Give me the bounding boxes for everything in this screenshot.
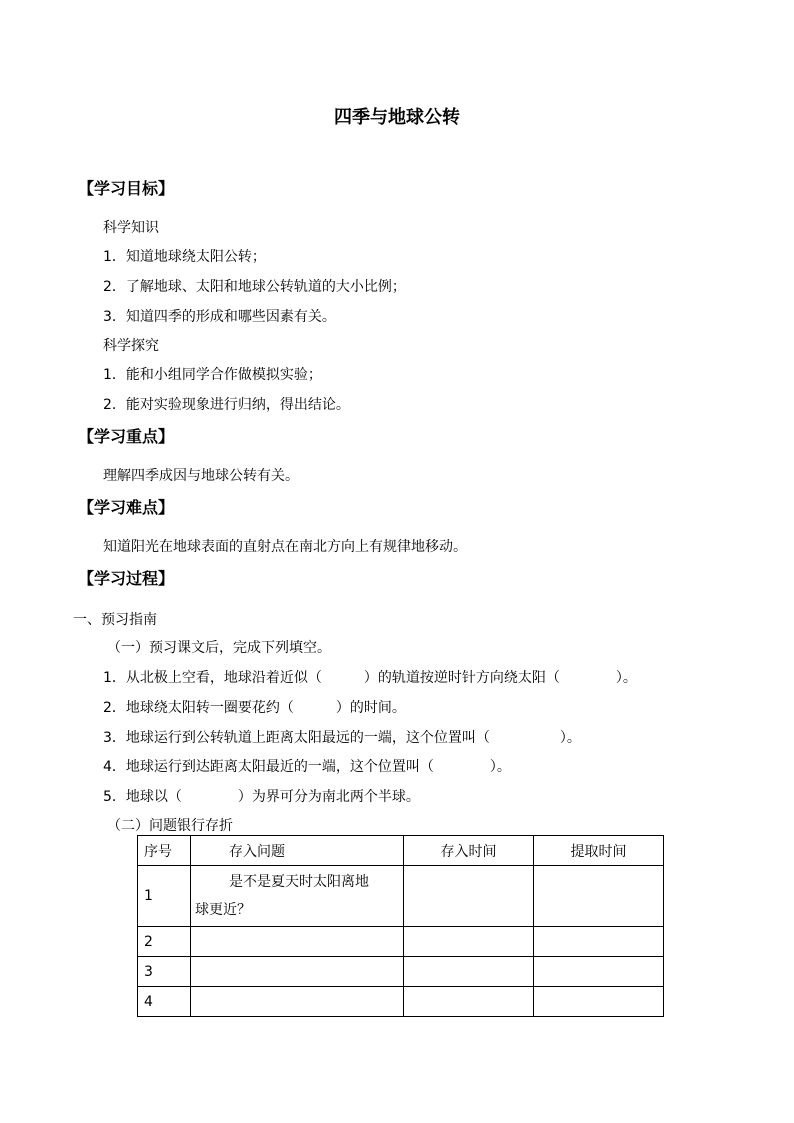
row-serial: 3	[138, 957, 191, 987]
fill-blank-instruction: （一）预习课文后，完成下列填空。	[107, 640, 331, 656]
question-bank-title: （二）问题银行存折	[107, 818, 233, 834]
row-question	[191, 927, 404, 957]
question-5: 5．地球以（ ）为界可分为南北两个半球。	[103, 789, 420, 805]
key-points-text: 理解四季成因与地球公转有关。	[103, 468, 299, 484]
question-line-1: 是不是夏天时太阳离地	[229, 874, 369, 890]
knowledge-label: 科学知识	[103, 220, 159, 236]
table-row	[138, 866, 664, 927]
row-withdraw-time	[534, 987, 664, 1017]
table-row	[138, 927, 664, 957]
row-question	[191, 987, 404, 1017]
knowledge-item-2: 2．了解地球、太阳和地球公转轨道的大小比例；	[103, 279, 406, 295]
row-withdraw-time	[534, 957, 664, 987]
row-serial: 2	[138, 927, 191, 957]
question-4: 4．地球运行到达距离太阳最近的一端，这个位置叫（ ）。	[103, 759, 511, 775]
inquiry-label: 科学探究	[103, 338, 159, 354]
row-withdraw-time	[534, 866, 664, 927]
knowledge-item-1: 1．知道地球绕太阳公转；	[103, 249, 266, 265]
difficulty-text: 知道阳光在地球表面的直射点在南北方向上有规律地移动。	[103, 539, 467, 555]
knowledge-item-3: 3．知道四季的形成和哪些因素有关。	[103, 309, 336, 325]
row-serial: 1	[138, 866, 191, 927]
question-2: 2．地球绕太阳转一圈要花约（ ）的时间。	[103, 700, 406, 716]
question-3: 3．地球运行到公转轨道上距离太阳最远的一端，这个位置叫（ ）。	[103, 730, 581, 746]
key-points-heading: 【学习重点】	[78, 427, 175, 446]
header-deposit-time: 存入时间	[404, 836, 534, 866]
row-question	[191, 957, 404, 987]
header-serial: 序号	[138, 836, 191, 866]
difficulty-heading: 【学习难点】	[78, 498, 175, 517]
row-withdraw-time	[534, 927, 664, 957]
inquiry-item-2: 2．能对实验现象进行归纳，得出结论。	[103, 397, 350, 413]
row-question	[191, 866, 404, 927]
table-row	[138, 957, 664, 987]
inquiry-item-1: 1．能和小组同学合作做模拟实验；	[103, 367, 322, 383]
row-deposit-time	[404, 957, 534, 987]
question-line-2: 球更近？	[195, 902, 251, 918]
header-question: 存入问题	[191, 836, 404, 866]
row-deposit-time	[404, 987, 534, 1017]
row-deposit-time	[404, 927, 534, 957]
row-serial: 4	[138, 987, 191, 1017]
learning-goals-heading: 【学习目标】	[78, 179, 175, 198]
question-bank-table	[137, 835, 664, 1017]
preview-guide-title: 一、预习指南	[73, 612, 157, 628]
table-header-row	[138, 836, 664, 866]
table-row	[138, 987, 664, 1017]
page-title: 四季与地球公转	[334, 107, 460, 128]
process-heading: 【学习过程】	[78, 569, 175, 588]
row-deposit-time	[404, 866, 534, 927]
question-1: 1．从北极上空看，地球沿着近似（ ）的轨道按逆时针方向绕太阳（ ）。	[103, 670, 637, 686]
header-withdraw-time: 提取时间	[534, 836, 664, 866]
